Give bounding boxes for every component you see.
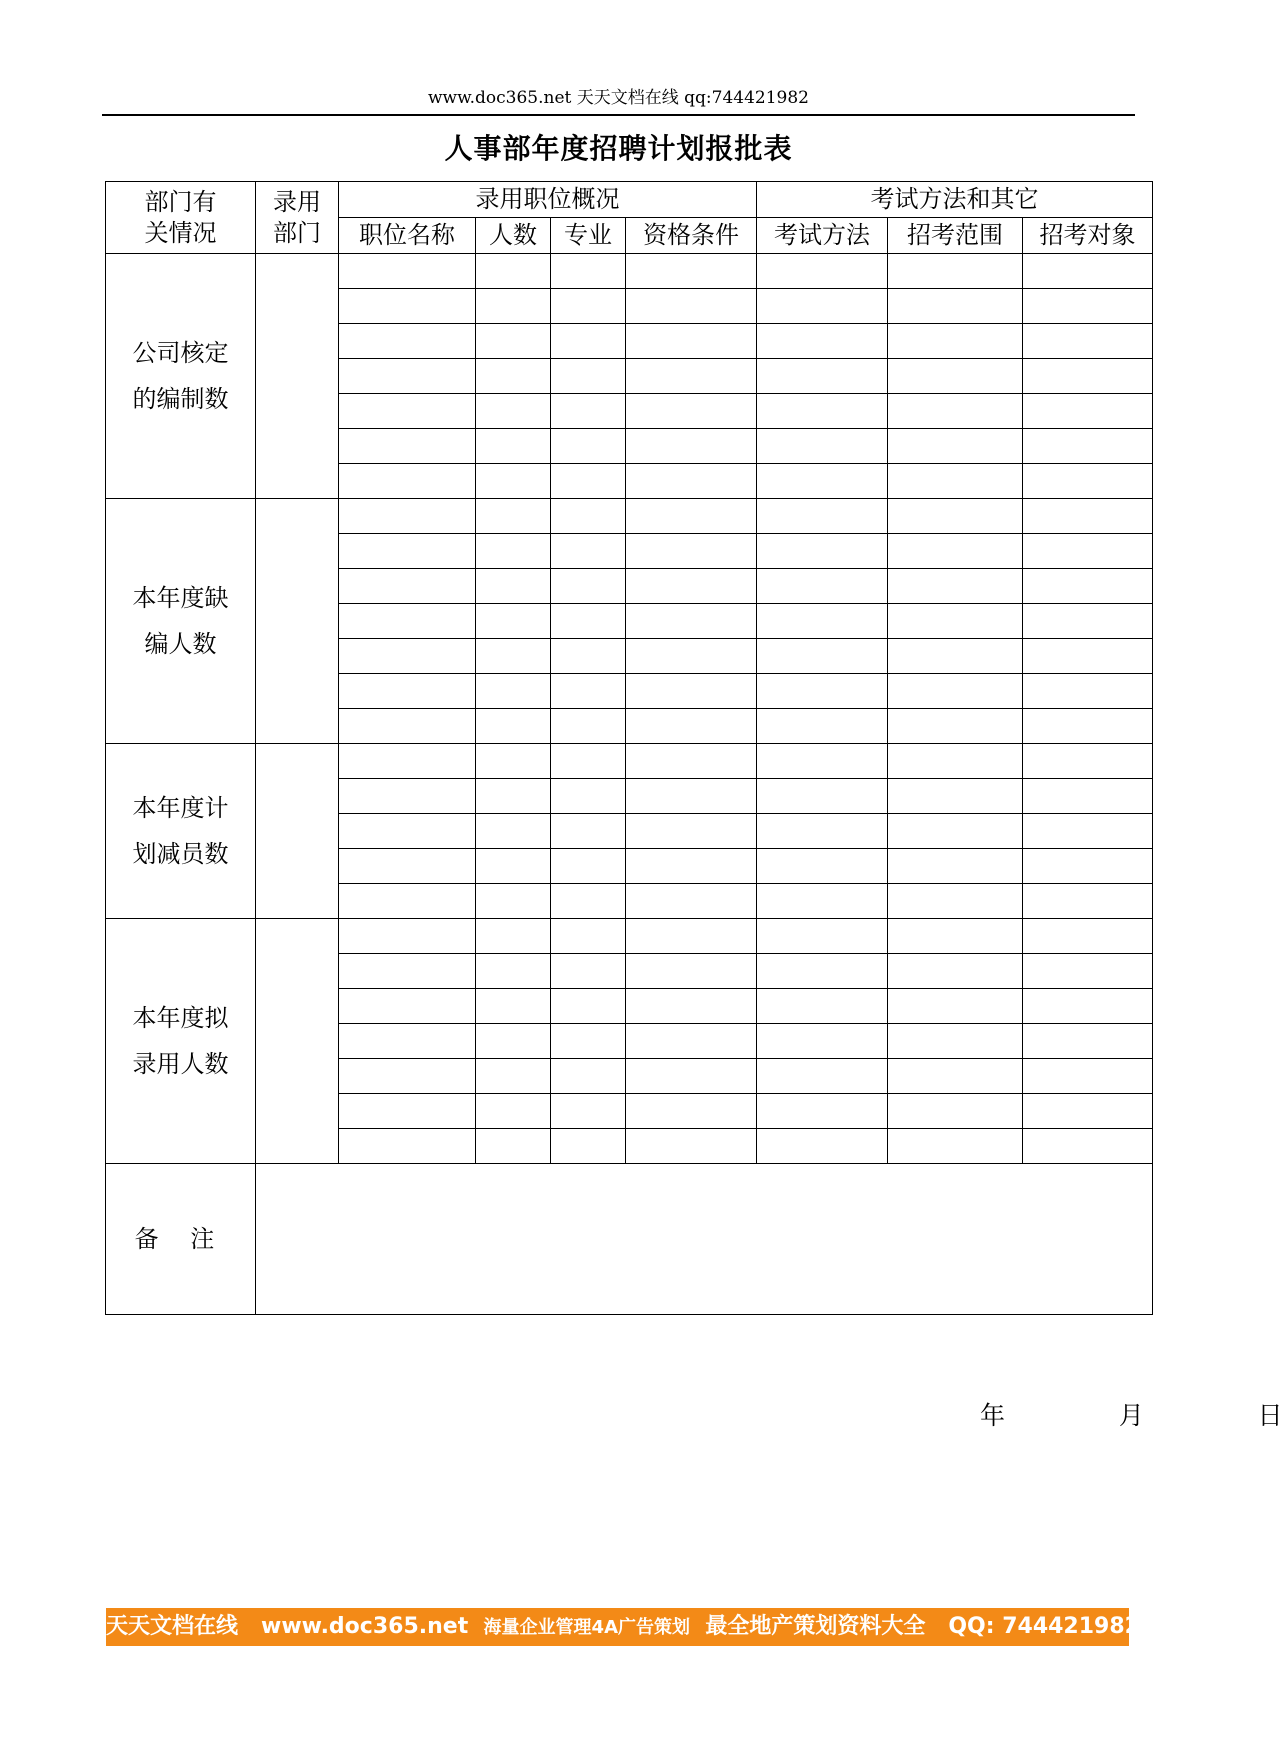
form-cell[interactable] (1023, 289, 1153, 324)
header-exam-target: 招考对象 (1023, 218, 1153, 254)
form-cell[interactable] (551, 814, 626, 849)
form-cell[interactable] (476, 359, 551, 394)
form-cell[interactable] (626, 289, 757, 324)
remarks-row (106, 1164, 1153, 1315)
form-cell[interactable] (888, 534, 1023, 569)
form-cell[interactable] (888, 744, 1023, 779)
form-cell[interactable] (888, 289, 1023, 324)
form-cell[interactable] (626, 464, 757, 499)
form-cell[interactable] (476, 1094, 551, 1129)
form-cell[interactable] (551, 464, 626, 499)
form-cell[interactable] (888, 464, 1023, 499)
form-cell[interactable] (1023, 709, 1153, 744)
form-cell[interactable] (888, 814, 1023, 849)
header-major: 专业 (551, 218, 626, 254)
form-cell[interactable] (551, 709, 626, 744)
form-cell[interactable] (888, 674, 1023, 709)
form-cell[interactable] (888, 569, 1023, 604)
form-cell[interactable] (476, 849, 551, 884)
form-cell[interactable] (888, 1059, 1023, 1094)
form-cell[interactable] (757, 394, 888, 429)
header-exam-scope: 招考范围 (888, 218, 1023, 254)
section-label (106, 499, 256, 744)
form-cell[interactable] (1023, 534, 1153, 569)
form-cell[interactable] (551, 639, 626, 674)
section-label (106, 919, 256, 1164)
form-cell[interactable] (551, 534, 626, 569)
form-cell[interactable] (339, 1094, 476, 1129)
form-cell[interactable] (1023, 989, 1153, 1024)
remarks-label: 备 注 (106, 1164, 256, 1315)
form-cell[interactable] (551, 394, 626, 429)
form-cell[interactable] (626, 849, 757, 884)
form-cell[interactable] (757, 359, 888, 394)
form-cell[interactable] (888, 849, 1023, 884)
footer-slogan-small: 海量企业管理4A广告策划 (483, 1617, 691, 1638)
form-cell[interactable] (551, 674, 626, 709)
form-cell[interactable] (339, 604, 476, 639)
form-cell[interactable] (626, 359, 757, 394)
form-cell[interactable] (626, 324, 757, 359)
header-dept-info: 部门有 关情况 (106, 182, 256, 254)
hire-dept-cell[interactable] (256, 254, 339, 499)
form-cell[interactable] (476, 1059, 551, 1094)
form-cell[interactable] (551, 1024, 626, 1059)
form-cell[interactable] (757, 1094, 888, 1129)
form-cell[interactable] (888, 324, 1023, 359)
form-cell[interactable] (888, 639, 1023, 674)
form-cell[interactable] (888, 429, 1023, 464)
form-cell[interactable] (551, 569, 626, 604)
header-qualifications: 资格条件 (626, 218, 757, 254)
table-row (106, 499, 1153, 534)
form-cell[interactable] (757, 884, 888, 919)
header-divider (102, 114, 1135, 116)
section-label-line: 编人数 (144, 629, 217, 658)
form-cell[interactable] (1023, 1129, 1153, 1164)
form-cell[interactable] (757, 604, 888, 639)
footer-qq: QQ: 744421982 (948, 1614, 1140, 1639)
form-cell[interactable] (551, 289, 626, 324)
form-cell[interactable] (551, 849, 626, 884)
form-cell[interactable] (1023, 254, 1153, 289)
form-cell[interactable] (339, 884, 476, 919)
hire-dept-cell[interactable] (256, 499, 339, 744)
form-cell[interactable] (626, 884, 757, 919)
form-cell[interactable] (551, 604, 626, 639)
form-cell[interactable] (757, 254, 888, 289)
form-cell[interactable] (626, 1094, 757, 1129)
form-cell[interactable] (626, 954, 757, 989)
form-cell[interactable] (626, 429, 757, 464)
form-cell[interactable] (1023, 849, 1153, 884)
form-cell[interactable] (476, 989, 551, 1024)
section-label-line: 本年度缺 (132, 583, 229, 612)
form-cell[interactable] (757, 324, 888, 359)
form-cell[interactable] (1023, 1059, 1153, 1094)
form-cell[interactable] (888, 254, 1023, 289)
form-cell[interactable] (476, 639, 551, 674)
form-cell[interactable] (888, 989, 1023, 1024)
form-cell[interactable] (1023, 359, 1153, 394)
section-label-line: 划减员数 (132, 839, 229, 868)
footer-slogan-large: 最全地产策划资料大全 (705, 1614, 926, 1639)
section-label-line: 本年度计 (132, 793, 229, 822)
form-cell[interactable] (551, 779, 626, 814)
form-cell[interactable] (757, 744, 888, 779)
form-cell[interactable] (551, 884, 626, 919)
form-cell[interactable] (339, 744, 476, 779)
header-position-overview: 录用职位概况 (339, 182, 757, 218)
form-cell[interactable] (1023, 394, 1153, 429)
form-cell[interactable] (757, 989, 888, 1024)
header-headcount: 人数 (476, 218, 551, 254)
table-row (106, 744, 1153, 779)
form-cell[interactable] (551, 1094, 626, 1129)
form-cell[interactable] (1023, 499, 1153, 534)
form-cell[interactable] (1023, 639, 1153, 674)
form-cell[interactable] (888, 954, 1023, 989)
form-cell[interactable] (888, 1094, 1023, 1129)
section-label (106, 254, 256, 499)
form-cell[interactable] (1023, 464, 1153, 499)
form-cell[interactable] (626, 1059, 757, 1094)
form-cell[interactable] (551, 324, 626, 359)
form-cell[interactable] (1023, 674, 1153, 709)
form-cell[interactable] (1023, 919, 1153, 954)
header-exam-method: 考试方法 (757, 218, 888, 254)
form-cell[interactable] (757, 639, 888, 674)
table-row (106, 254, 1153, 289)
footer-url: www.doc365.net (261, 1614, 469, 1639)
form-cell[interactable] (339, 849, 476, 884)
form-cell[interactable] (339, 989, 476, 1024)
form-cell[interactable] (339, 289, 476, 324)
section-label-line: 公司核定 (132, 338, 229, 367)
form-cell[interactable] (888, 359, 1023, 394)
form-cell[interactable] (339, 359, 476, 394)
form-cell[interactable] (757, 1024, 888, 1059)
form-cell[interactable] (1023, 429, 1153, 464)
form-cell[interactable] (339, 534, 476, 569)
form-cell[interactable] (476, 884, 551, 919)
form-cell[interactable] (339, 499, 476, 534)
form-cell[interactable] (476, 954, 551, 989)
form-cell[interactable] (551, 744, 626, 779)
form-cell[interactable] (757, 709, 888, 744)
form-cell[interactable] (476, 289, 551, 324)
form-cell[interactable] (757, 849, 888, 884)
form-cell[interactable] (888, 1129, 1023, 1164)
form-cell[interactable] (551, 1059, 626, 1094)
section-label (106, 744, 256, 919)
form-cell[interactable] (626, 394, 757, 429)
form-cell[interactable] (339, 814, 476, 849)
form-cell[interactable] (476, 464, 551, 499)
form-cell[interactable] (626, 604, 757, 639)
form-cell[interactable] (339, 1024, 476, 1059)
form-cell[interactable] (888, 709, 1023, 744)
form-cell[interactable] (476, 919, 551, 954)
form-cell[interactable] (626, 534, 757, 569)
form-cell[interactable] (551, 359, 626, 394)
form-cell[interactable] (1023, 779, 1153, 814)
form-cell[interactable] (339, 254, 476, 289)
header-hire-dept: 录用 部门 (256, 182, 339, 254)
form-cell[interactable] (339, 1129, 476, 1164)
form-cell[interactable] (1023, 569, 1153, 604)
form-cell[interactable] (339, 324, 476, 359)
form-cell[interactable] (476, 709, 551, 744)
form-cell[interactable] (339, 429, 476, 464)
form-cell[interactable] (476, 429, 551, 464)
hire-dept-cell[interactable] (256, 919, 339, 1164)
form-cell[interactable] (626, 674, 757, 709)
form-cell[interactable] (757, 429, 888, 464)
form-cell[interactable] (1023, 884, 1153, 919)
form-cell[interactable] (1023, 814, 1153, 849)
table-row (106, 919, 1153, 954)
form-cell[interactable] (339, 464, 476, 499)
site-header: www.doc365.net 天天文档在线 qq:744421982 (427, 88, 809, 108)
form-cell[interactable] (757, 464, 888, 499)
form-cell[interactable] (551, 1129, 626, 1164)
form-cell[interactable] (888, 604, 1023, 639)
section-label-line: 本年度拟 (132, 1003, 229, 1032)
form-cell[interactable] (476, 569, 551, 604)
form-cell[interactable] (1023, 324, 1153, 359)
form-cell[interactable] (1023, 744, 1153, 779)
form-cell[interactable] (476, 1129, 551, 1164)
form-cell[interactable] (339, 954, 476, 989)
form-cell[interactable] (476, 674, 551, 709)
form-cell[interactable] (1023, 1024, 1153, 1059)
header-exam-methods: 考试方法和其它 (757, 182, 1153, 218)
form-cell[interactable] (626, 709, 757, 744)
form-cell[interactable] (476, 814, 551, 849)
form-cell[interactable] (476, 394, 551, 429)
form-cell[interactable] (339, 709, 476, 744)
form-cell[interactable] (1023, 1094, 1153, 1129)
form-cell[interactable] (339, 779, 476, 814)
form-cell[interactable] (757, 954, 888, 989)
form-cell[interactable] (551, 989, 626, 1024)
form-cell[interactable] (551, 499, 626, 534)
form-cell[interactable] (626, 639, 757, 674)
form-cell[interactable] (339, 569, 476, 604)
form-cell[interactable] (1023, 954, 1153, 989)
form-cell[interactable] (626, 254, 757, 289)
form-cell[interactable] (888, 1024, 1023, 1059)
form-cell[interactable] (551, 919, 626, 954)
remarks-field[interactable] (256, 1164, 1153, 1315)
form-cell[interactable] (626, 1024, 757, 1059)
form-cell[interactable] (476, 324, 551, 359)
form-cell[interactable] (339, 639, 476, 674)
form-cell[interactable] (339, 674, 476, 709)
form-cell[interactable] (476, 744, 551, 779)
form-cell[interactable] (339, 394, 476, 429)
form-cell[interactable] (551, 429, 626, 464)
form-cell[interactable] (626, 499, 757, 534)
form-cell[interactable] (888, 394, 1023, 429)
form-cell[interactable] (757, 499, 888, 534)
form-cell[interactable] (757, 569, 888, 604)
form-cell[interactable] (757, 289, 888, 324)
form-cell[interactable] (626, 814, 757, 849)
form-cell[interactable] (757, 919, 888, 954)
form-cell[interactable] (757, 534, 888, 569)
header-position-name: 职位名称 (339, 218, 476, 254)
form-cell[interactable] (476, 254, 551, 289)
form-cell[interactable] (757, 1059, 888, 1094)
form-cell[interactable] (888, 779, 1023, 814)
form-cell[interactable] (757, 814, 888, 849)
form-cell[interactable] (476, 499, 551, 534)
form-cell[interactable] (626, 569, 757, 604)
form-cell[interactable] (476, 779, 551, 814)
footer-brand: 天天文档在线 (106, 1614, 239, 1639)
form-cell[interactable] (551, 254, 626, 289)
hire-dept-cell[interactable] (256, 744, 339, 919)
form-cell[interactable] (757, 674, 888, 709)
form-cell[interactable] (339, 1059, 476, 1094)
form-cell[interactable] (888, 499, 1023, 534)
form-cell[interactable] (626, 1129, 757, 1164)
section-label-line: 录用人数 (132, 1049, 229, 1078)
form-cell[interactable] (757, 1129, 888, 1164)
form-cell[interactable] (757, 779, 888, 814)
form-cell[interactable] (888, 919, 1023, 954)
form-cell[interactable] (339, 919, 476, 954)
form-cell[interactable] (888, 884, 1023, 919)
form-cell[interactable] (626, 779, 757, 814)
form-cell[interactable] (551, 954, 626, 989)
form-cell[interactable] (476, 604, 551, 639)
form-cell[interactable] (476, 1024, 551, 1059)
form-cell[interactable] (626, 919, 757, 954)
form-cell[interactable] (626, 744, 757, 779)
recruitment-plan-table (105, 181, 1153, 1315)
date-field: 年 月 日 (980, 1401, 1283, 1430)
footer-banner (106, 1608, 1140, 1646)
form-cell[interactable] (1023, 604, 1153, 639)
form-cell[interactable] (626, 989, 757, 1024)
document-title: 人事部年度招聘计划报批表 (444, 132, 793, 165)
form-cell[interactable] (476, 534, 551, 569)
section-label-line: 的编制数 (132, 384, 229, 413)
